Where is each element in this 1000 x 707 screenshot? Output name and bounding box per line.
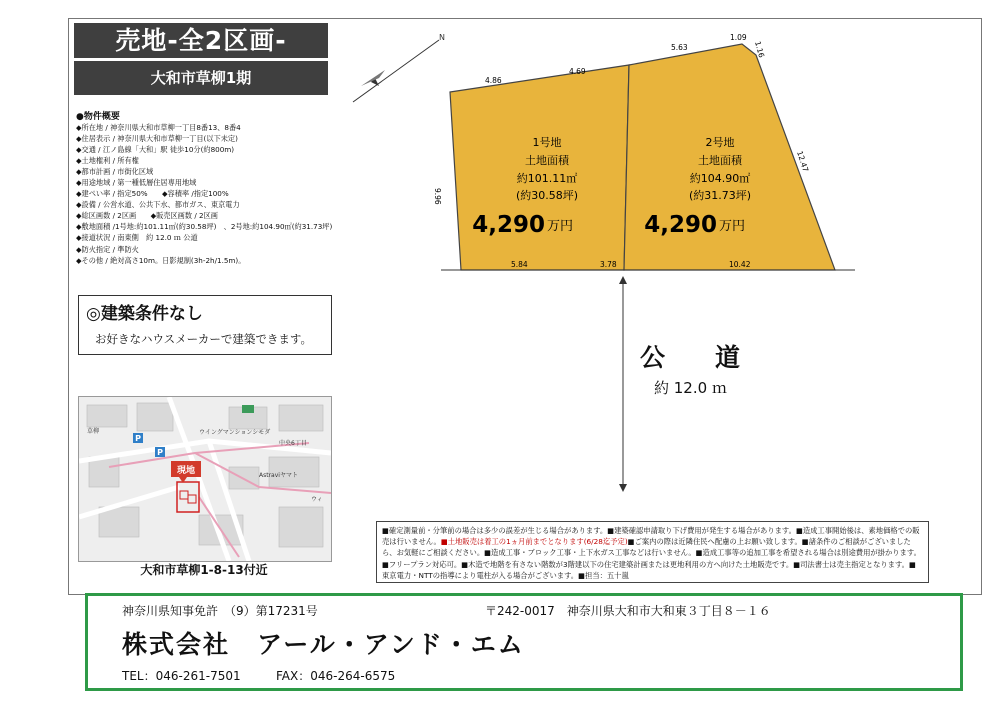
dimension-label: 5.63 — [671, 43, 688, 52]
outline-item: ◆交通 / 江ノ島線「大和」駅 徒歩10分(約800m) — [76, 145, 235, 155]
building-conditions-title: ◎建築条件なし — [86, 304, 203, 324]
outline-item: ◆その他 / 絶対高さ10m。日影規制(3h-2h/1.5m)。 — [76, 255, 246, 265]
outline-item: ◆設備 / 公営水道、公共下水、都市ガス、東京電力 — [76, 200, 240, 210]
lot-2-price: 4,290 — [644, 212, 717, 238]
dimension-label: 12.47 — [795, 149, 811, 174]
company-fax: FAX：046-264-6575 — [276, 669, 396, 683]
company-name: 株式会社 アール・アンド・エム — [122, 630, 525, 659]
outline-item: ◆都市計画 / 市街化区域 — [76, 167, 154, 177]
dimension-label: 1.09 — [730, 33, 747, 42]
map-label: 中央6丁目 — [279, 440, 307, 447]
dimension-label: 5.84 — [511, 260, 528, 269]
outline-item: ◆用途地域 / 第一種低層住居専用地域 — [76, 178, 197, 188]
lot-2-area-label: 土地面積 — [698, 154, 742, 167]
lot-1-price: 4,290 — [472, 212, 545, 238]
flyer-subtitle: 大和市草柳1期 — [74, 61, 328, 95]
map-label: ウイングマンションシモダ — [199, 429, 271, 436]
outline-item: ◆建ぺい率 / 指定50% ◆容積率 /指定100% — [76, 189, 229, 199]
lot-1-area-tsubo: (約30.58坪) — [515, 189, 579, 202]
location-map — [78, 396, 332, 562]
north-arrow-icon — [353, 33, 445, 102]
outline-item: ◆住居表示 / 神奈川県大和市草柳一丁目(以下未定) — [76, 134, 238, 144]
road-label: 公 道 — [640, 343, 741, 372]
station-icon — [242, 405, 254, 413]
parking-icon-label: P — [157, 448, 163, 457]
svg-text:N: N — [439, 33, 445, 42]
lot-plan-diagram — [335, 22, 955, 522]
property-outline-heading: ●物件概要 — [76, 112, 120, 122]
lot-1-area-label: 土地面積 — [525, 154, 569, 167]
map-label: ウィ — [311, 496, 323, 503]
dimension-label: 4.86 — [485, 76, 502, 85]
lot-1-area-m2: 約101.11㎡ — [516, 172, 578, 185]
notes-box — [376, 521, 929, 583]
arrow-down-icon — [619, 484, 627, 492]
outline-item: ◆防火指定 / 準防火 — [76, 244, 139, 254]
lot-2-area-m2: 約104.90㎡ — [689, 172, 751, 185]
outline-item: ◆所在地 / 神奈川県大和市草柳一丁目8番13、8番4 — [76, 123, 241, 132]
lot-1-name: 1号地 — [532, 136, 562, 149]
company-address: 〒242-0017 神奈川県大和市大和東３丁目８－１６ — [485, 604, 771, 618]
note-text-highlight: ■土地販売は着工の1ヵ月前までとなります(6/28迄予定) — [440, 537, 628, 547]
note-text: ■確定測量前・分筆前の場合は多少の誤差が生じる場合があります。■建築確認申請取り下げ費用が発生する場合があります。■造成工事開始後は、素地価格での販売は行いません。 — [382, 526, 920, 547]
property-outline-list — [76, 122, 332, 266]
parking-icon-label: P — [135, 434, 141, 443]
flyer-title: 売地-全2区画- — [74, 23, 328, 58]
license-number: 神奈川県知事免許 （9）第17231号 — [122, 604, 318, 618]
map-label: Astraviヤマト — [259, 472, 298, 479]
lot-1 — [450, 65, 629, 270]
map-caption: 大和市草柳1-8-13付近 — [140, 563, 268, 577]
outline-item: ◆土地権利 / 所有権 — [76, 156, 139, 166]
outline-item: ◆総区画数 / 2区画 ◆販売区画数 / 2区画 — [76, 211, 218, 221]
outline-item: ◆敷地面積 /1号地:約101.11㎡(約30.58坪) 、2号地:約104.90㎡(約31.73坪) — [76, 222, 333, 232]
dimension-label: 3.78 — [600, 260, 617, 269]
company-tel: TEL：046-261-7501 — [122, 669, 241, 683]
lot-2-name: 2号地 — [705, 136, 735, 149]
lot-2-price-unit: 万円 — [719, 219, 746, 234]
note-text: ■ご案内の際は近隣住民へ配慮の上お願い致します。■諸条件のご相談がございましたら、お気軽にご相談ください。■造成工事・ブロック工事・上下水ガス工事などは行いません。■造成工事等の追加工事を希望される場合は別途費用が掛かります。■フリープラン対応可。■木造で地階を有さない階数が3階建以下の住宅建築計画または更地利用の方へ向けた土地販売です。■司法書士は売主指定となります。■東京電力・NTTの指導により電柱が入る場合がございます。■担当：五十嵐 — [382, 537, 921, 580]
map-label: 草柳 — [87, 428, 100, 435]
dimension-label: 4.69 — [569, 67, 586, 76]
lot-1-price-unit: 万円 — [547, 219, 574, 234]
dimension-label: 1.16 — [753, 40, 767, 59]
arrow-up-icon — [619, 276, 627, 284]
dimension-label: 9.96 — [433, 188, 442, 205]
dimension-label: 10.42 — [729, 260, 751, 269]
map-graphic — [79, 397, 331, 561]
road-width: 約 12.0 ｍ — [654, 379, 727, 397]
building-conditions-text: お好きなハウスメーカーで建築できます。 — [95, 332, 313, 346]
map-marker-label: 現地 — [176, 466, 196, 476]
outline-item: ◆接道状況 / 南東側 約 12.0 ｍ 公道 — [76, 233, 198, 243]
lot-2-area-tsubo: (約31.73坪) — [688, 189, 752, 202]
